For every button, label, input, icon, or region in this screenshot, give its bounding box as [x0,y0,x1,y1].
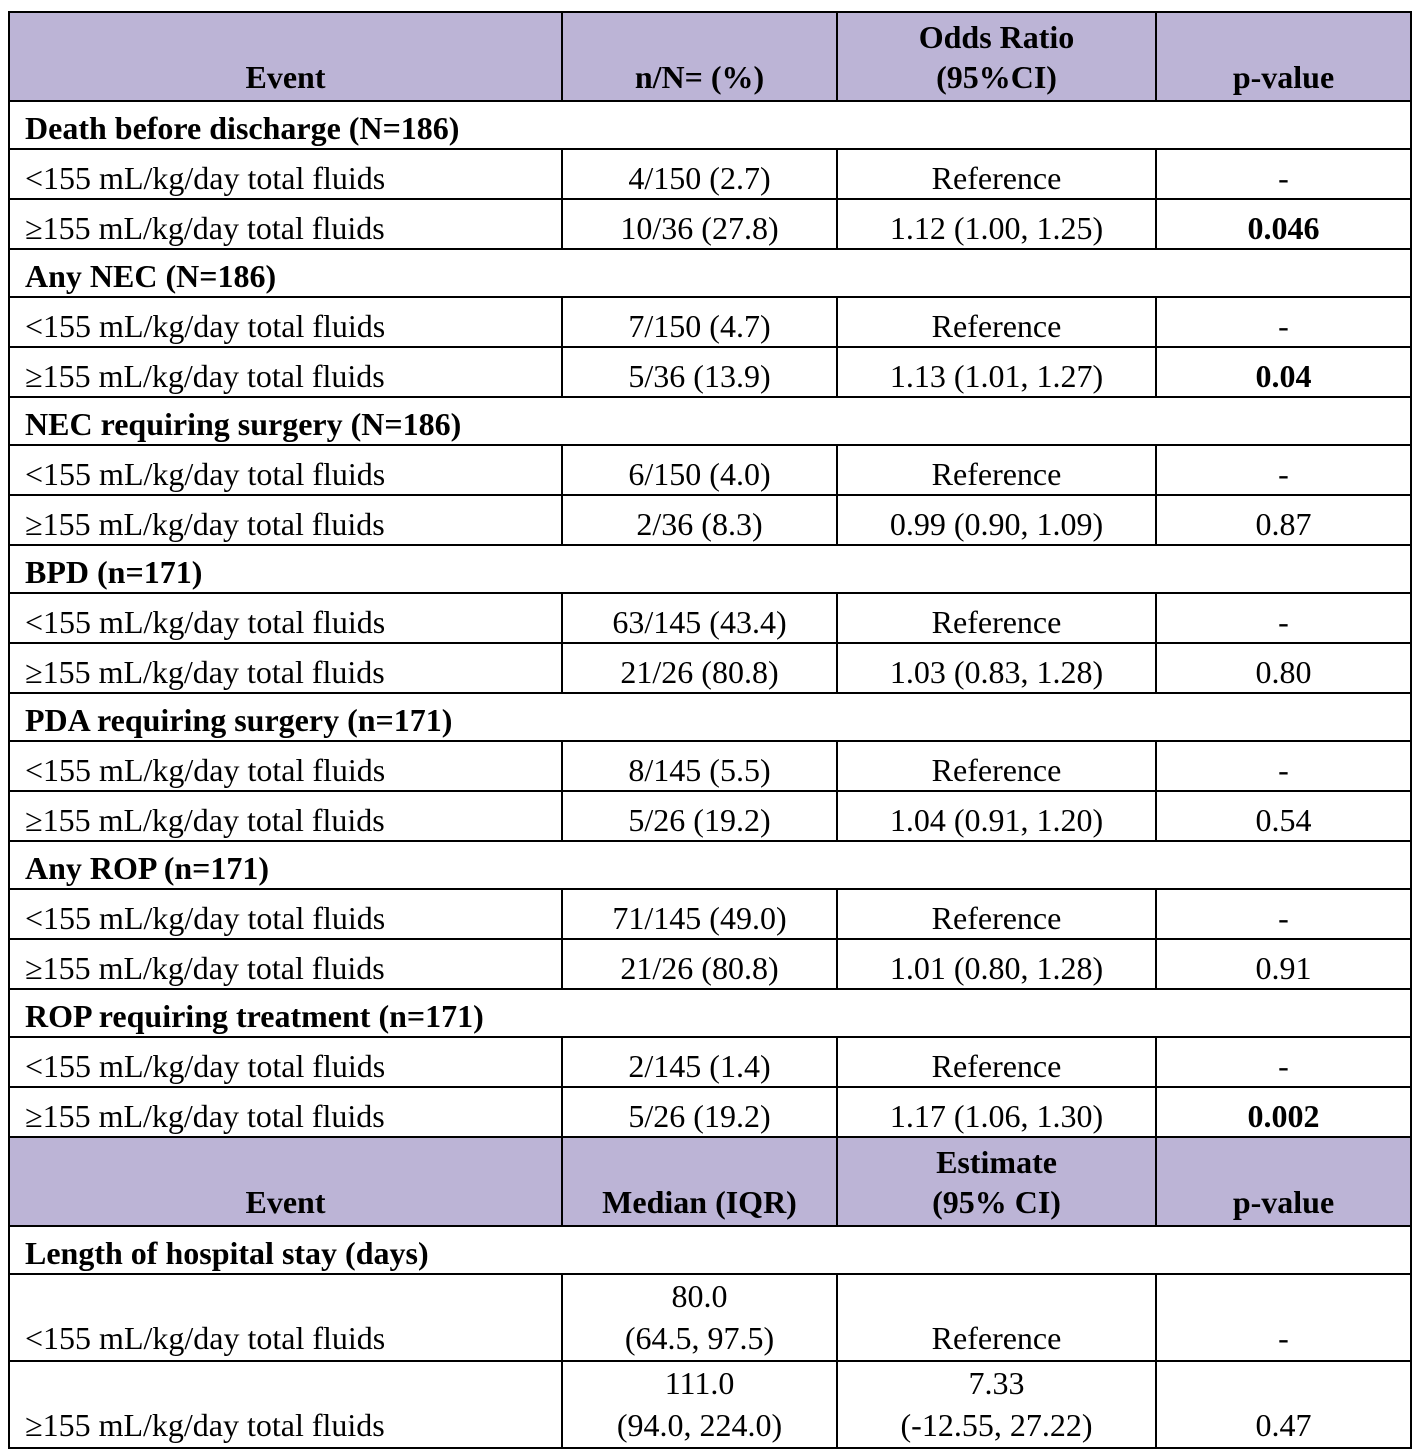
median-value: 111.0 [664,1365,735,1401]
row-label: <155 mL/kg/day total fluids [9,149,562,199]
header-estimate-line2: (95% CI) [932,1184,1061,1220]
outcomes-table [8,11,1412,1449]
table-row [9,1274,1411,1361]
row-p-value: 0.002 [1156,1087,1411,1137]
row-label: ≥155 mL/kg/day total fluids [9,939,562,989]
row-odds-ratio: Reference [837,889,1156,939]
table-row [9,495,1411,545]
section-title: ROP requiring treatment (n=171) [9,989,1411,1037]
header-odds-ratio [837,12,1156,101]
row-odds-ratio: Reference [837,297,1156,347]
table-row [9,347,1411,397]
section-title: Death before discharge (N=186) [9,101,1411,149]
row-n-percent: 7/150 (4.7) [562,297,837,347]
row-n-percent: 2/36 (8.3) [562,495,837,545]
table-row [9,199,1411,249]
row-n-percent: 21/26 (80.8) [562,643,837,693]
section-title: Any ROP (n=171) [9,841,1411,889]
row-p-value: - [1156,593,1411,643]
row-p-value: 0.91 [1156,939,1411,989]
row-label: ≥155 mL/kg/day total fluids [9,199,562,249]
section-row [9,397,1411,445]
row-n-percent: 5/26 (19.2) [562,791,837,841]
header-median: Median (IQR) [562,1137,837,1226]
header-n: n/N= (%) [562,12,837,101]
row-p-value: - [1156,297,1411,347]
row-n-percent: 6/150 (4.0) [562,445,837,495]
table-row [9,445,1411,495]
row-p-value: - [1156,741,1411,791]
header-odds-ratio-line2: (95%CI) [936,59,1057,95]
row-p-value: 0.04 [1156,347,1411,397]
row-odds-ratio: 1.01 (0.80, 1.28) [837,939,1156,989]
table-row [9,889,1411,939]
row-n-percent: 21/26 (80.8) [562,939,837,989]
row-n-percent: 63/145 (43.4) [562,593,837,643]
row-label: ≥155 mL/kg/day total fluids [9,1361,562,1448]
header-estimate-line1: Estimate [936,1144,1057,1180]
section-title: Any NEC (N=186) [9,249,1411,297]
row-label: ≥155 mL/kg/day total fluids [9,495,562,545]
header-event: Event [9,1137,562,1226]
section-title: PDA requiring surgery (n=171) [9,693,1411,741]
table-body [9,12,1411,1448]
table-row [9,791,1411,841]
table-row [9,593,1411,643]
row-odds-ratio: Reference [837,149,1156,199]
row-p-value: 0.47 [1156,1361,1411,1448]
row-median-iqr [562,1274,837,1361]
row-label: <155 mL/kg/day total fluids [9,741,562,791]
row-odds-ratio: 1.03 (0.83, 1.28) [837,643,1156,693]
row-n-percent: 5/36 (13.9) [562,347,837,397]
section-row [9,249,1411,297]
section-row [9,1226,1411,1274]
table-row [9,149,1411,199]
row-median-iqr [562,1361,837,1448]
header-event: Event [9,12,562,101]
estimate-value: 7.33 [968,1365,1025,1401]
table-row [9,1087,1411,1137]
header-p-value: p-value [1156,12,1411,101]
median-value: 80.0 [671,1278,728,1314]
row-odds-ratio: Reference [837,445,1156,495]
row-odds-ratio: 1.13 (1.01, 1.27) [837,347,1156,397]
section-row [9,101,1411,149]
row-odds-ratio: Reference [837,741,1156,791]
row-odds-ratio: Reference [837,593,1156,643]
row-n-percent: 71/145 (49.0) [562,889,837,939]
row-label: <155 mL/kg/day total fluids [9,593,562,643]
section-title: NEC requiring surgery (N=186) [9,397,1411,445]
iqr-value: (64.5, 97.5) [624,1320,775,1356]
row-estimate [837,1361,1156,1448]
section-title: BPD (n=171) [9,545,1411,593]
table-row [9,741,1411,791]
row-p-value: - [1156,889,1411,939]
table-row [9,297,1411,347]
row-label: <155 mL/kg/day total fluids [9,297,562,347]
row-label: <155 mL/kg/day total fluids [9,889,562,939]
row-label: ≥155 mL/kg/day total fluids [9,347,562,397]
row-p-value: 0.80 [1156,643,1411,693]
section-row [9,989,1411,1037]
row-odds-ratio: 1.12 (1.00, 1.25) [837,199,1156,249]
table-row [9,1037,1411,1087]
section-row [9,693,1411,741]
table-row [9,939,1411,989]
row-n-percent: 4/150 (2.7) [562,149,837,199]
row-p-value: 0.87 [1156,495,1411,545]
row-p-value: 0.046 [1156,199,1411,249]
row-label: <155 mL/kg/day total fluids [9,445,562,495]
section-row [9,841,1411,889]
row-n-percent: 10/36 (27.8) [562,199,837,249]
row-label: ≥155 mL/kg/day total fluids [9,643,562,693]
row-n-percent: 2/145 (1.4) [562,1037,837,1087]
row-n-percent: 5/26 (19.2) [562,1087,837,1137]
row-label: <155 mL/kg/day total fluids [9,1274,562,1361]
row-label: <155 mL/kg/day total fluids [9,1037,562,1087]
row-n-percent: 8/145 (5.5) [562,741,837,791]
row-odds-ratio: 1.17 (1.06, 1.30) [837,1087,1156,1137]
row-p-value: - [1156,149,1411,199]
row-odds-ratio: 0.99 (0.90, 1.09) [837,495,1156,545]
header-estimate [837,1137,1156,1226]
section-title: Length of hospital stay (days) [9,1226,1411,1274]
row-odds-ratio: 1.04 (0.91, 1.20) [837,791,1156,841]
estimate-ci: (-12.55, 27.22) [900,1407,1093,1443]
row-p-value: 0.54 [1156,791,1411,841]
iqr-value: (94.0, 224.0) [616,1407,783,1443]
section-row [9,545,1411,593]
row-label: ≥155 mL/kg/day total fluids [9,1087,562,1137]
estimate-ci: Reference [931,1320,1062,1356]
header-row-estimate [9,1137,1411,1226]
row-label: ≥155 mL/kg/day total fluids [9,791,562,841]
header-p-value: p-value [1156,1137,1411,1226]
header-odds-ratio-line1: Odds Ratio [918,19,1075,55]
row-p-value: - [1156,1274,1411,1361]
row-p-value: - [1156,445,1411,495]
table-row [9,1361,1411,1448]
table-row [9,643,1411,693]
row-odds-ratio: Reference [837,1037,1156,1087]
row-estimate [837,1274,1156,1361]
header-row-odds [9,12,1411,101]
row-p-value: - [1156,1037,1411,1087]
